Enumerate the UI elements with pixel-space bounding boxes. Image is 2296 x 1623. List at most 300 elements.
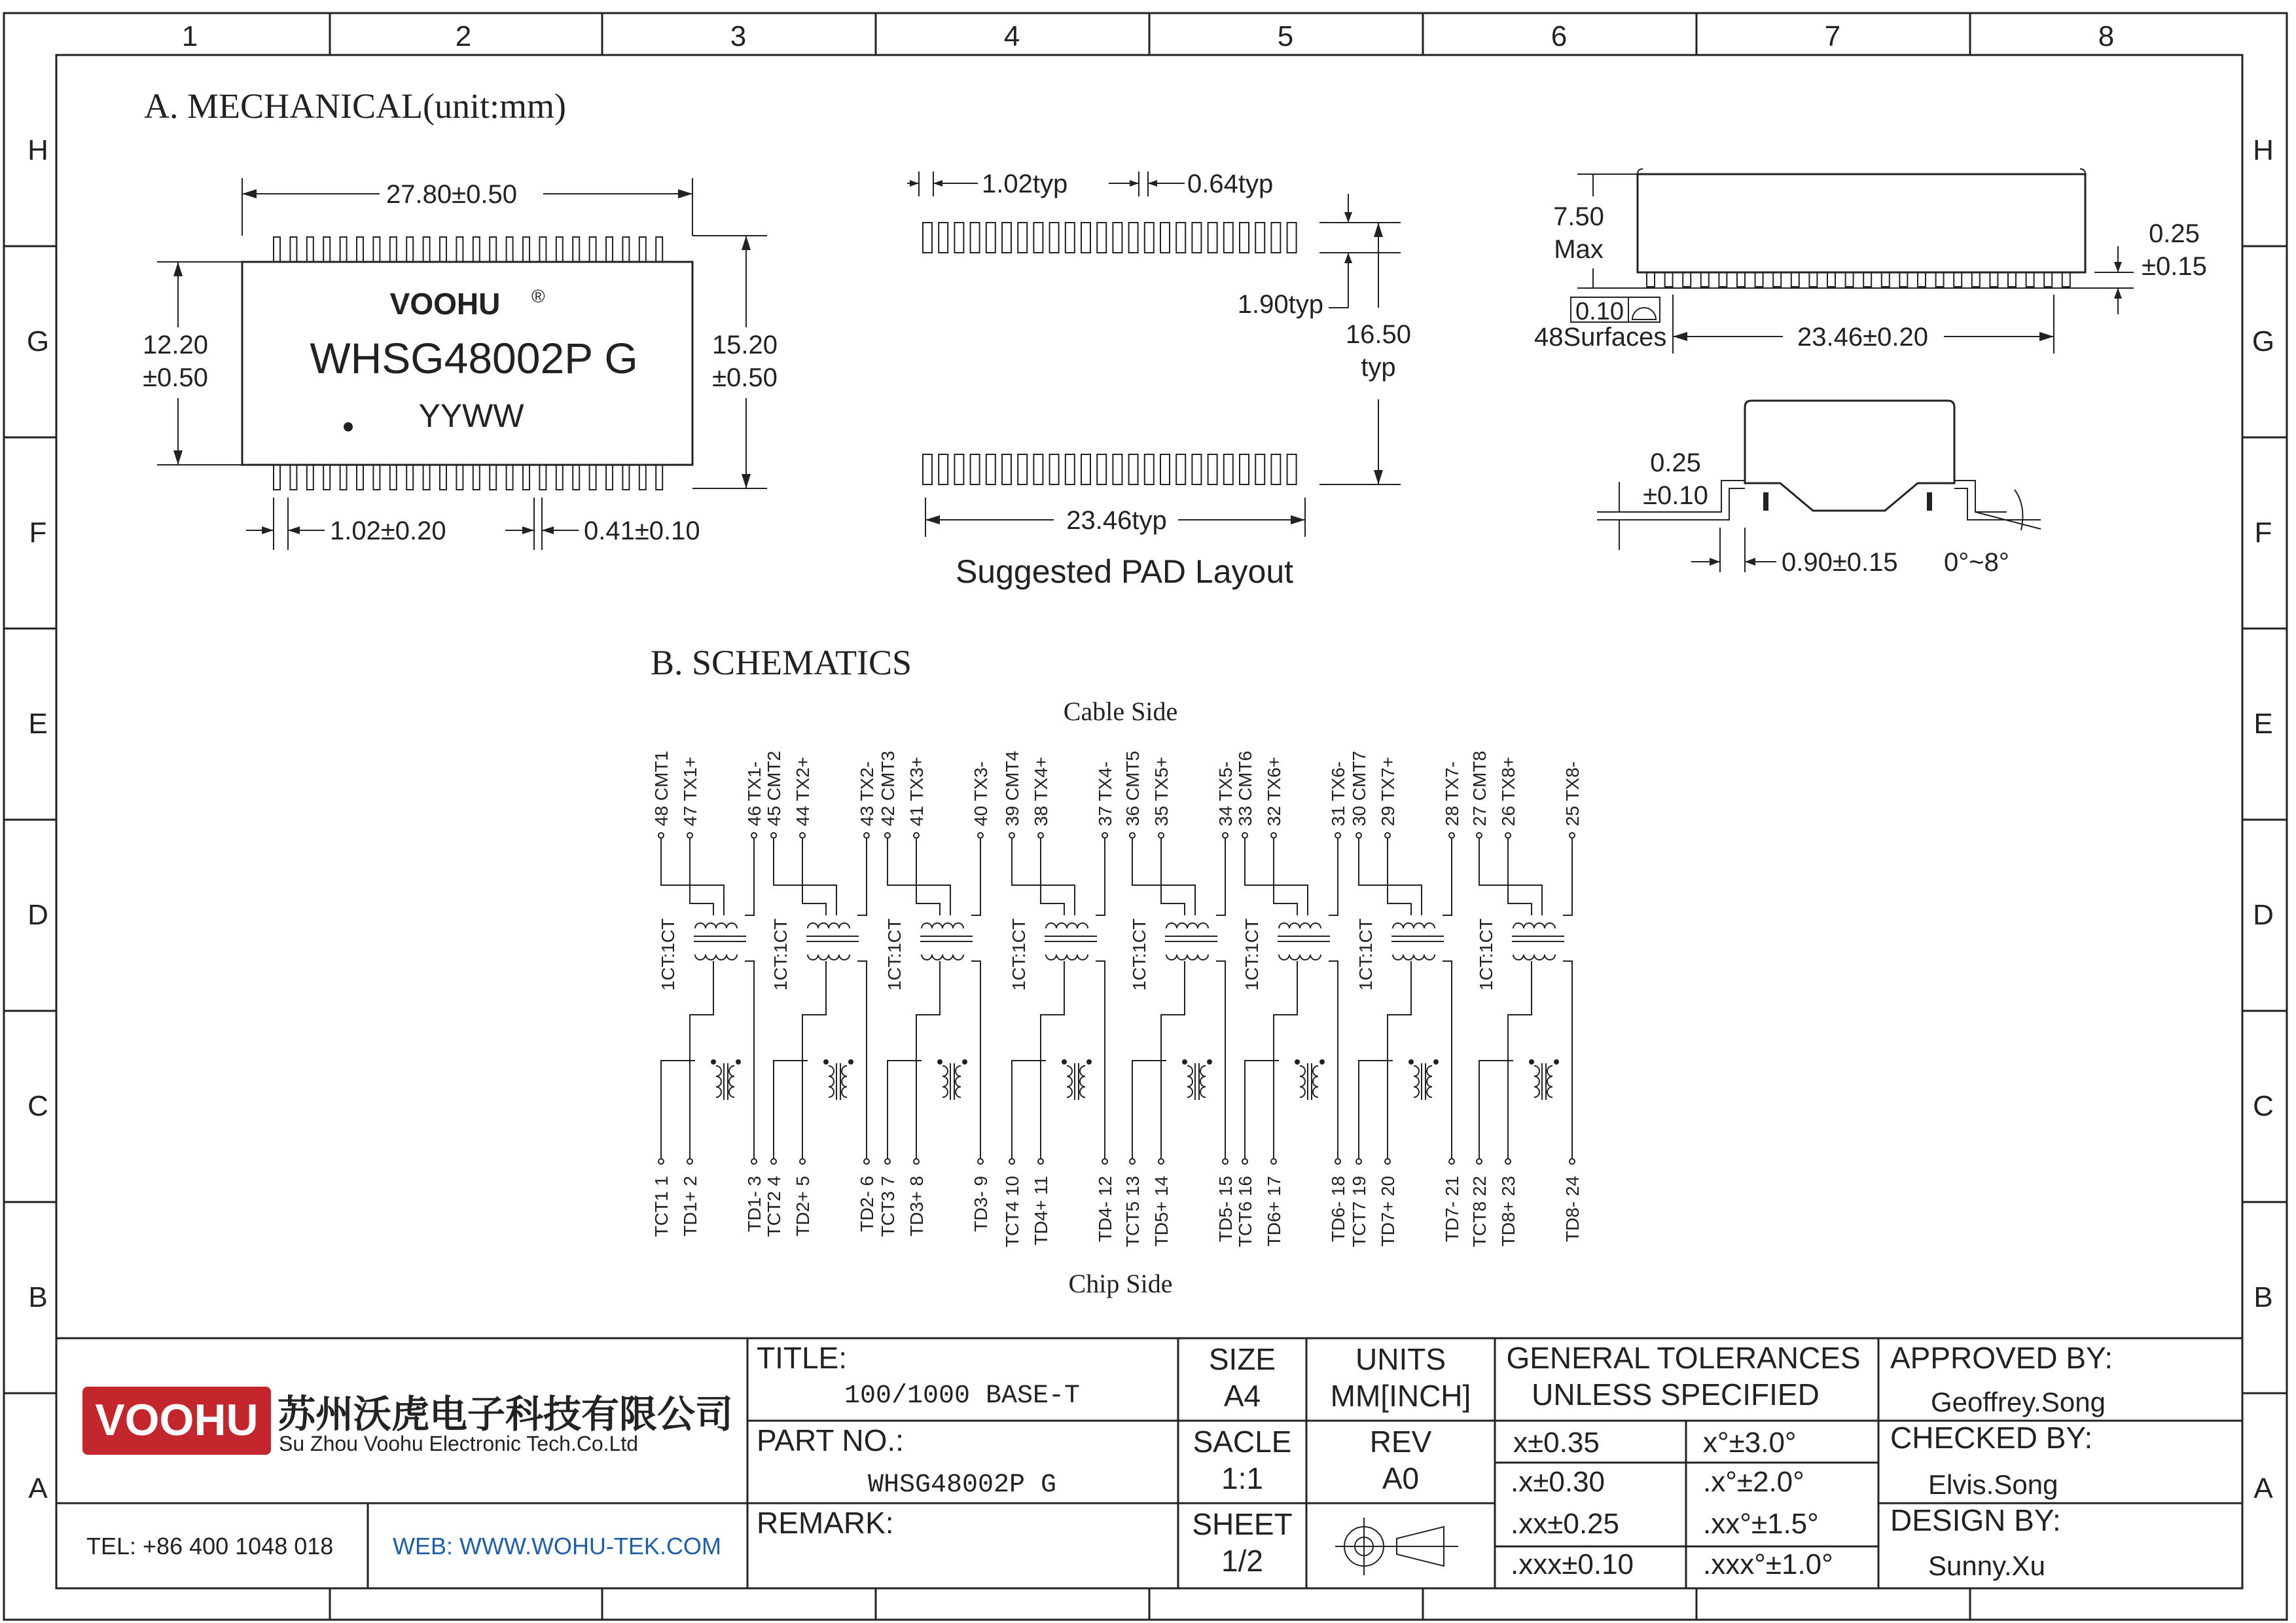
cable-pin-terminal — [1570, 833, 1575, 838]
side-lead — [1719, 272, 1727, 287]
ratio-label: 1CT:1CT — [1476, 918, 1496, 991]
bottom-lead — [639, 465, 646, 490]
top-lead — [323, 237, 330, 262]
side-lead — [1773, 272, 1781, 287]
company-name-en: Su Zhou Voohu Electronic Tech.Co.Ltd — [279, 1432, 639, 1455]
chip-pin-terminal — [1335, 1159, 1340, 1164]
pad-top — [971, 223, 980, 253]
side-length: 23.46±0.20 — [1797, 323, 1928, 352]
top-lead — [456, 237, 463, 262]
pad-bottom — [1113, 454, 1122, 484]
top-lead — [590, 237, 596, 262]
coplanarity-surfaces: 48Surfaces — [1534, 323, 1667, 352]
bottom-lead — [622, 465, 629, 490]
tolerance-title-1: GENERAL TOLERANCES — [1506, 1341, 1861, 1375]
chip-pin-label: TCT1 1 — [651, 1176, 672, 1237]
cable-pin-terminal — [751, 833, 757, 838]
cable-side-label: Cable Side — [1063, 697, 1178, 726]
angle-dim: 0°~8° — [1944, 548, 2009, 577]
cable-pin-terminal — [1158, 833, 1164, 838]
top-lead — [507, 237, 513, 262]
chip-pin-label: TD4- 12 — [1095, 1176, 1115, 1243]
lead-dim: 0.41±0.10 — [584, 517, 700, 545]
end-thickness-value: 0.25 — [1650, 448, 1701, 477]
chip-pin-label: TD7+ 20 — [1378, 1176, 1398, 1247]
cable-pin-label: 40 TX3- — [971, 761, 991, 826]
end-view — [1597, 401, 2041, 577]
chip-pin-terminal — [1242, 1159, 1247, 1164]
side-lead — [1882, 272, 1890, 287]
cable-pin-terminal — [1102, 833, 1107, 838]
bottom-lead — [523, 465, 529, 490]
cable-pin-label: 30 CMT7 — [1349, 750, 1369, 826]
ratio-label: 1CT:1CT — [1355, 918, 1376, 991]
top-lead — [523, 237, 529, 262]
cable-pin-label: 39 CMT4 — [1002, 750, 1022, 826]
cable-pin-terminal — [1009, 833, 1014, 838]
schematics-heading: B. SCHEMATICS — [651, 643, 912, 682]
side-lead — [1665, 272, 1673, 287]
standoff-value: 0.25 — [2149, 219, 2200, 248]
tolerance-angle-2: .xx°±1.5° — [1703, 1508, 1819, 1540]
pad-top — [1081, 223, 1090, 253]
bottom-lead — [573, 465, 579, 490]
pad-bottom — [1081, 454, 1090, 484]
bottom-lead — [357, 465, 363, 490]
left-dim-tol: ±0.50 — [143, 363, 208, 392]
row-label-e: E — [28, 708, 48, 740]
pad-bottom — [1050, 454, 1059, 484]
chip-pin-terminal — [1570, 1159, 1575, 1164]
side-lead — [1899, 272, 1907, 287]
cable-pin-label: 44 TX2+ — [793, 756, 813, 826]
pad-top — [954, 223, 963, 253]
chip-pin-terminal — [687, 1159, 692, 1164]
row-label-g-right: G — [2251, 325, 2275, 357]
bottom-lead — [539, 465, 546, 490]
chip-pin-terminal — [1102, 1159, 1107, 1164]
side-lead — [1918, 272, 1926, 287]
cable-pin-terminal — [1038, 833, 1043, 838]
row-label-d-right: D — [2253, 899, 2274, 931]
top-lead — [290, 237, 296, 262]
row-label-b: B — [28, 1281, 48, 1313]
chip-pin-label: TD8- 24 — [1562, 1176, 1583, 1243]
cable-pin-terminal — [1242, 833, 1247, 838]
top-lead — [473, 237, 480, 262]
cable-pin-terminal — [885, 833, 890, 838]
top-lead — [539, 237, 546, 262]
chip-pin-label: TCT7 19 — [1349, 1176, 1369, 1247]
pad-length-total: 23.46typ — [1066, 506, 1167, 535]
bottom-lead — [274, 465, 280, 490]
pad-top — [1240, 223, 1249, 253]
pad-top — [1097, 223, 1106, 253]
pad-top — [1113, 223, 1122, 253]
top-view — [143, 178, 778, 550]
projection-symbol — [1335, 1518, 1458, 1575]
side-lead — [1791, 272, 1799, 287]
ratio-label: 1CT:1CT — [1009, 918, 1029, 991]
col-label-8: 8 — [2098, 20, 2115, 52]
bottom-lead — [507, 465, 513, 490]
pad-bottom — [1145, 454, 1154, 484]
col-label-5: 5 — [1277, 20, 1294, 52]
cable-pin-label: 34 TX5- — [1215, 761, 1236, 826]
chip-pin-terminal — [885, 1159, 890, 1164]
bottom-lead — [423, 465, 430, 490]
row-label-f-right: F — [2254, 517, 2272, 549]
cable-pin-label: 46 TX1- — [744, 761, 764, 826]
pad-bottom — [1066, 454, 1075, 484]
scale-value: 1:1 — [1221, 1461, 1263, 1495]
pad-top — [1033, 223, 1043, 253]
cable-pin-label: 29 TX7+ — [1378, 756, 1398, 826]
pad-layout — [907, 170, 1411, 590]
chip-pin-terminal — [1385, 1159, 1390, 1164]
chip-pin-label: TD6- 18 — [1328, 1176, 1348, 1243]
schematic-channel — [651, 751, 764, 1237]
top-lead — [373, 237, 380, 262]
pad-bottom — [1129, 454, 1138, 484]
top-lead — [340, 237, 347, 262]
tolerance-angle-1: .x°±2.0° — [1703, 1466, 1804, 1498]
pad-bottom — [939, 454, 948, 484]
top-lead — [390, 237, 397, 262]
top-lead — [440, 237, 446, 262]
pad-top — [1271, 223, 1280, 253]
chip-pin-terminal — [1477, 1159, 1482, 1164]
pad-span-value: 16.50 — [1345, 320, 1412, 349]
chip-pin-terminal — [1009, 1159, 1014, 1164]
bottom-lead — [590, 465, 596, 490]
design-label: DESIGN BY: — [1890, 1503, 2061, 1537]
pad-bottom — [971, 454, 980, 484]
side-lead — [1954, 272, 1962, 287]
chip-pin-terminal — [1449, 1159, 1454, 1164]
pitch-dim: 1.02±0.20 — [330, 517, 446, 545]
bottom-lead — [340, 465, 347, 490]
registered-mark: ® — [531, 286, 545, 306]
top-lead — [490, 237, 496, 262]
chip-pin-label: TD6+ 17 — [1264, 1176, 1284, 1247]
chip-pin-terminal — [800, 1159, 805, 1164]
bottom-lead — [323, 465, 330, 490]
col-label-2: 2 — [455, 20, 472, 52]
col-label-7: 7 — [1824, 20, 1841, 52]
pad-length: 1.90typ — [1237, 290, 1323, 319]
side-lead — [1863, 272, 1871, 287]
right-dim-tol: ±0.50 — [712, 363, 778, 392]
title-value: 100/1000 BASE-T — [844, 1381, 1081, 1411]
units-label: UNITS — [1355, 1342, 1446, 1376]
top-lead — [423, 237, 430, 262]
pad-top — [1018, 223, 1027, 253]
cable-pin-terminal — [914, 833, 919, 838]
row-label-a-right: A — [2253, 1472, 2273, 1504]
tolerance-linear-0: x±0.35 — [1513, 1427, 1600, 1459]
bottom-lead — [473, 465, 480, 490]
row-label-h: H — [27, 134, 48, 166]
top-lead — [622, 237, 629, 262]
pad-bottom — [1271, 454, 1280, 484]
top-lead — [606, 237, 613, 262]
top-lead — [639, 237, 646, 262]
pin1-dot — [344, 422, 353, 431]
foot-dim: 0.90±0.15 — [1782, 548, 1898, 577]
package-part: WHSG48002P G — [310, 334, 638, 382]
pad-top — [939, 223, 948, 253]
chip-pin-label: TCT3 7 — [878, 1176, 898, 1237]
design-value: Sunny.Xu — [1928, 1550, 2046, 1581]
chip-pin-terminal — [1271, 1159, 1276, 1164]
bottom-lead — [656, 465, 662, 490]
pad-top — [986, 223, 996, 253]
title-block — [56, 1338, 2242, 1588]
pad-top — [1002, 223, 1011, 253]
chip-pin-label: TD2+ 5 — [793, 1176, 813, 1237]
schematic-channel — [1122, 751, 1236, 1247]
schematic-channel — [764, 751, 877, 1237]
col-label-3: 3 — [730, 20, 747, 52]
pad-bottom — [1002, 454, 1011, 484]
chip-pin-label: TCT5 13 — [1122, 1176, 1143, 1247]
chip-pin-label: TCT8 22 — [1469, 1176, 1490, 1247]
bottom-lead — [490, 465, 496, 490]
row-label-b-right: B — [2253, 1281, 2273, 1313]
row-label-c-right: C — [2253, 1090, 2274, 1122]
pad-bottom — [1097, 454, 1106, 484]
bottom-lead — [456, 465, 463, 490]
side-lead — [1737, 272, 1745, 287]
cable-pin-terminal — [687, 833, 692, 838]
cable-pin-terminal — [1335, 833, 1340, 838]
side-lead — [2062, 272, 2070, 287]
package-datecode: YYWW — [418, 397, 524, 434]
chip-pin-terminal — [1223, 1159, 1228, 1164]
bottom-lead — [290, 465, 296, 490]
pad-span-unit: typ — [1361, 353, 1396, 382]
pad-bottom — [1208, 454, 1217, 484]
chip-pin-label: TD7- 21 — [1442, 1176, 1462, 1243]
pad-top — [1145, 223, 1154, 253]
mechanical-heading: A. MECHANICAL(unit:mm) — [144, 86, 566, 126]
left-dim-value: 12.20 — [142, 331, 209, 359]
chip-pin-label: TD5- 15 — [1215, 1176, 1236, 1243]
scale-label: SACLE — [1193, 1425, 1292, 1459]
cable-pin-label: 43 TX2- — [857, 761, 877, 826]
bottom-lead — [373, 465, 380, 490]
chip-side-label: Chip Side — [1068, 1269, 1173, 1298]
tolerance-title-2: UNLESS SPECIFIED — [1532, 1377, 1820, 1412]
checked-label: CHECKED BY: — [1890, 1421, 2093, 1455]
chip-pin-terminal — [1130, 1159, 1135, 1164]
side-lead — [1755, 272, 1763, 287]
chip-pin-terminal — [914, 1159, 919, 1164]
pad-top — [1050, 223, 1059, 253]
pad-top — [1287, 223, 1297, 253]
ratio-label: 1CT:1CT — [770, 918, 791, 991]
cable-pin-terminal — [800, 833, 805, 838]
cable-pin-label: 47 TX1+ — [680, 756, 700, 826]
top-lead — [307, 237, 314, 262]
sheet-value: 1/2 — [1221, 1544, 1263, 1578]
pad-top — [1176, 223, 1185, 253]
row-label-g: G — [26, 325, 50, 357]
standoff-tol: ±0.15 — [2142, 252, 2207, 281]
side-lead — [1846, 272, 1854, 287]
chip-pin-terminal — [1356, 1159, 1361, 1164]
bottom-lead — [406, 465, 413, 490]
tolerance-linear-3: .xxx±0.10 — [1511, 1548, 1634, 1580]
side-lead — [2008, 272, 2016, 287]
chip-pin-label: TD5+ 14 — [1151, 1176, 1172, 1247]
chip-pin-terminal — [771, 1159, 776, 1164]
company-logo-text: VOOHU — [95, 1395, 259, 1445]
chip-pin-terminal — [978, 1159, 983, 1164]
cable-pin-label: 38 TX4+ — [1031, 756, 1051, 826]
row-label-c: C — [27, 1090, 48, 1122]
pad-bottom — [1018, 454, 1027, 484]
side-lead — [2026, 272, 2034, 287]
pad-bottom — [986, 454, 996, 484]
cable-pin-terminal — [1477, 833, 1482, 838]
remark-label: REMARK: — [757, 1506, 894, 1540]
pad-top — [1129, 223, 1138, 253]
pad-bottom — [1192, 454, 1201, 484]
col-label-4: 4 — [1003, 20, 1020, 52]
cable-pin-label: 45 CMT2 — [764, 750, 784, 826]
right-dim-value: 15.20 — [711, 331, 778, 359]
side-height-value: 7.50 — [1553, 202, 1604, 231]
col-label-6: 6 — [1551, 20, 1568, 52]
checked-value: Elvis.Song — [1928, 1469, 2058, 1500]
chip-pin-terminal — [864, 1159, 869, 1164]
bottom-lead — [390, 465, 397, 490]
ratio-label: 1CT:1CT — [884, 918, 905, 991]
bottom-lead — [606, 465, 613, 490]
ratio-label: 1CT:1CT — [658, 918, 678, 991]
side-lead — [1809, 272, 1817, 287]
top-lead — [274, 237, 280, 262]
side-lead — [1683, 272, 1691, 287]
tolerance-linear-2: .xx±0.25 — [1511, 1508, 1620, 1540]
tolerance-linear-1: .x±0.30 — [1511, 1466, 1605, 1498]
pad-bottom — [1160, 454, 1170, 484]
side-lead — [1936, 272, 1944, 287]
pad-bottom — [1287, 454, 1297, 484]
bottom-lead — [556, 465, 563, 490]
pad-bottom — [1255, 454, 1265, 484]
cable-pin-label: 28 TX7- — [1442, 761, 1462, 826]
top-lead — [406, 237, 413, 262]
cable-pin-terminal — [1223, 833, 1228, 838]
side-lead — [1990, 272, 1998, 287]
pad-bottom — [1240, 454, 1249, 484]
schematic-channel — [878, 751, 991, 1237]
cable-pin-label: 37 TX4- — [1095, 761, 1115, 826]
cable-pin-terminal — [771, 833, 776, 838]
chip-pin-terminal — [751, 1159, 757, 1164]
cable-pin-terminal — [864, 833, 869, 838]
side-lead — [1972, 272, 1980, 287]
cable-pin-terminal — [1505, 833, 1511, 838]
chip-pin-label: TD1- 3 — [744, 1176, 764, 1232]
cable-pin-terminal — [1130, 833, 1135, 838]
rev-value: A0 — [1382, 1461, 1420, 1495]
pad-bottom — [954, 454, 963, 484]
tel: TEL: +86 400 1048 018 — [86, 1533, 334, 1559]
pad-width: 0.64typ — [1187, 170, 1274, 198]
pad-bottom — [1033, 454, 1043, 484]
cable-pin-label: 42 CMT3 — [878, 750, 898, 826]
chip-pin-terminal — [1505, 1159, 1511, 1164]
cable-pin-label: 33 CMT6 — [1235, 750, 1255, 826]
side-lead — [1701, 272, 1709, 287]
cable-pin-label: 26 TX8+ — [1498, 756, 1518, 826]
chip-pin-terminal — [658, 1159, 664, 1164]
top-lead — [573, 237, 579, 262]
chip-pin-label: TD8+ 23 — [1498, 1176, 1518, 1247]
pad-top — [1255, 223, 1265, 253]
schematic-channel — [1349, 751, 1462, 1247]
units-value: MM[INCH] — [1330, 1379, 1471, 1413]
size-value: A4 — [1223, 1379, 1261, 1413]
cable-pin-terminal — [978, 833, 983, 838]
approved-value: Geoffrey.Song — [1931, 1387, 2106, 1417]
width-dim: 27.80±0.50 — [386, 180, 517, 209]
sheet-label: SHEET — [1192, 1507, 1293, 1541]
schematic-channels — [651, 751, 1583, 1247]
tolerance-angle-3: .xxx°±1.0° — [1703, 1548, 1833, 1580]
chip-pin-label: TCT4 10 — [1002, 1176, 1022, 1247]
chip-pin-terminal — [1158, 1159, 1164, 1164]
chip-pin-label: TD2- 6 — [857, 1176, 877, 1232]
schematic-channel — [1469, 751, 1583, 1247]
company-name-cn: 苏州沃虎电子科技有限公司 — [278, 1392, 734, 1436]
chip-pin-label: TCT6 16 — [1235, 1176, 1255, 1247]
title-label: TITLE: — [757, 1341, 848, 1375]
chip-pin-terminal — [1038, 1159, 1043, 1164]
pad-top — [1224, 223, 1233, 253]
cable-pin-label: 27 CMT8 — [1469, 750, 1490, 826]
side-view — [1534, 169, 2207, 354]
rev-label: REV — [1369, 1425, 1432, 1459]
cable-pin-label: 35 TX5+ — [1151, 756, 1172, 826]
pad-pitch: 1.02typ — [982, 170, 1068, 198]
bottom-lead — [307, 465, 314, 490]
top-lead — [357, 237, 363, 262]
top-lead — [656, 237, 662, 262]
cable-pin-label: 31 TX6- — [1328, 761, 1348, 826]
cable-pin-terminal — [1271, 833, 1276, 838]
bottom-lead — [440, 465, 446, 490]
cable-pin-label: 36 CMT5 — [1122, 750, 1143, 826]
top-lead — [556, 237, 563, 262]
row-label-e-right: E — [2253, 708, 2273, 740]
row-label-a: A — [28, 1472, 48, 1504]
cable-pin-label: 32 TX6+ — [1264, 756, 1284, 826]
size-label: SIZE — [1208, 1342, 1276, 1376]
cable-pin-terminal — [658, 833, 664, 838]
end-thickness-tol: ±0.10 — [1643, 481, 1708, 510]
partno-value: WHSG48002P G — [867, 1470, 1057, 1500]
side-lead — [2044, 272, 2052, 287]
row-label-h-right: H — [2253, 134, 2274, 166]
pad-bottom — [1176, 454, 1185, 484]
cable-pin-terminal — [1385, 833, 1390, 838]
side-lead — [1827, 272, 1835, 287]
